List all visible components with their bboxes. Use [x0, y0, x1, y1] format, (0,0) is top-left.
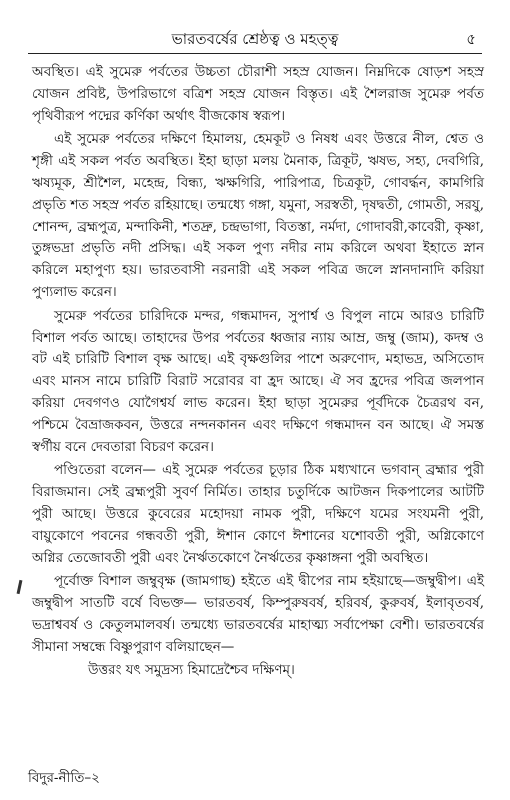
- page-footer: বিদুর-নীতি–২: [28, 770, 100, 786]
- paragraph-5: পূর্বোক্ত বিশাল জম্বুবৃক্ষ (জামগাছ) হইতে এই দ্বীপের নাম হইয়াছে—জম্বুদ্বীপ। এই জম্বুদ্বীপ সাতটি বর্ষে বিভক্ত— ভারতবর্ষ, কিম্পুরুষবর্ষ, হরিবর্ষ, কুরুবর্ষ, ইলাবৃতবর্ষ, ভদ্রাশ্ববর্ষ ও কেতুলমালবর্ষ। তন্মধ্যে ভারতবর্ষের মাহাত্ম্য সর্বাপেক্ষা বেশী। ভারতবর্ষের সীমানা সম্বন্ধে বিষ্ণুপুরাণ বলিয়াছেন—: [32, 573, 484, 655]
- header-rule: [28, 53, 482, 54]
- margin-mark: [17, 580, 23, 594]
- sloka-verse: উত্তরং যৎ সমুদ্রস্য হিমাদ্রেশ্চৈব দক্ষিণম্।: [88, 661, 295, 678]
- paragraph-3: সুমেরু পর্বতের চারিদিকে মন্দর, গন্ধমাদন, সুপার্শ্ব ও বিপুল নামে আরও চারিটি বিশাল পর্বত আছে। তাহাদের উপর পর্বতের ধ্বজার ন্যায় আম্র, জম্বু (জাম), কদম্ব ও বট এই চারিটি বিশাল বৃক্ষ আছে। এই বৃক্ষগুলির পাশে অরুণোদ, মহাভদ্র, অসিতোদ এবং মানস নামে চারিটি বিরাট সরোবর বা হ্রদ আছে। ঐ সব হ্রদের পবিত্র জলপান করিয়া দেবগণও যোগৈশ্বর্য লাভ করেন। ইহা ছাড়া সুমেরুর পূর্বদিকে চৈত্ররথ বন, পশ্চিমে বৈভ্রাজকবন, উত্তরে নন্দনকানন এবং দক্ষিণে গন্ধমাদন বন আছে। ঐ সমস্ত স্বর্গীয় বনে দেবতারা বিচরণ করেন।: [32, 307, 484, 455]
- page-header: [0, 28, 510, 54]
- paragraph-1: অবস্থিত। এই সুমেরু পর্বতের উচ্চতা চৌরাশী সহস্র যোজন। নিম্নদিকে ষোড়শ সহস্র যোজন প্রবিষ্ট, উপরিভাগে বত্রিশ সহস্র যোজন বিস্তৃত। এই শৈলরাজ সুমেরু পর্বত পৃথিবীরূপ পদ্মের কর্ণিকা অর্থাৎ বীজকোষ স্বরূপ।: [32, 64, 484, 124]
- body-text: [32, 62, 484, 681]
- page-number: ৫: [466, 30, 476, 48]
- paragraph-2: এই সুমেরু পর্বতের দক্ষিণে হিমালয়, হেমকূট ও নিষধ এবং উত্তরে নীল, শ্বেত ও শৃঙ্গী এই সকল পর্বত অবস্থিত। ইহা ছাড়া মলয় মৈনাক, ত্রিকূট, ঋষভ, সহ্য, দেবগিরি, ঋষ্যমূক, শ্রীশৈল, মহেন্দ্র, বিন্ধ্য, ঋক্ষগিরি, পারিপাত্র, চিত্রকূট, গোবর্দ্ধন, কামগিরি প্রভৃতি শত সহস্র পর্বত রহিয়াছে। তন্মধ্যে গঙ্গা, যমুনা, সরস্বতী, দৃষদ্বতী, গোমতী, সরযু, শোনন্দ, ব্রহ্মপুত্র, মন্দাকিনী, শতদ্রু, চন্দ্রভাগা, বিতস্তা, নর্মদা, গোদাবরী,কাবেরী, কৃষ্ণা, তুঙ্গভদ্রা প্রভৃতি নদী প্রসিদ্ধ। এই সকল পুণ্য নদীর নাম করিলে অথবা ইহাতে স্নান করিলে মহাপুণ্য হয়। ভারতবাসী নরনারী এই সকল পবিত্র জলে স্নানদানাদি করিয়া পুণ্যলাভ করেন।: [32, 131, 484, 300]
- running-title: ভারতবর্ষের শ্রেষ্ঠত্ব ও মহত্ত্ব: [171, 30, 339, 48]
- paragraph-4: পণ্ডিতেরা বলেন— এই সুমেরু পর্বতের চূড়ার ঠিক মধ্যখানে ভগবান্ ব্রহ্মার পুরী বিরাজমান। সেই ব্রহ্মপুরী সুবর্ণ নির্মিত। তাহার চতুর্দিকে আটজন দিকপালের আটটি পুরী আছে। উত্তরে কুবেরের মহোদয়া নামক পুরী, দক্ষিণে যমের সংযমনী পুরী, বায়ুকোণে পবনের গন্ধবতী পুরী, ঈশান কোণে ঈশানের যশোবতী পুরী, অগ্নিকোণে অগ্নির তেজোবতী পুরী এবং নৈর্ঋতকোণে নৈর্ঋতের কৃষ্ণাঙ্গনা পুরী অবস্থিত।: [32, 462, 484, 566]
